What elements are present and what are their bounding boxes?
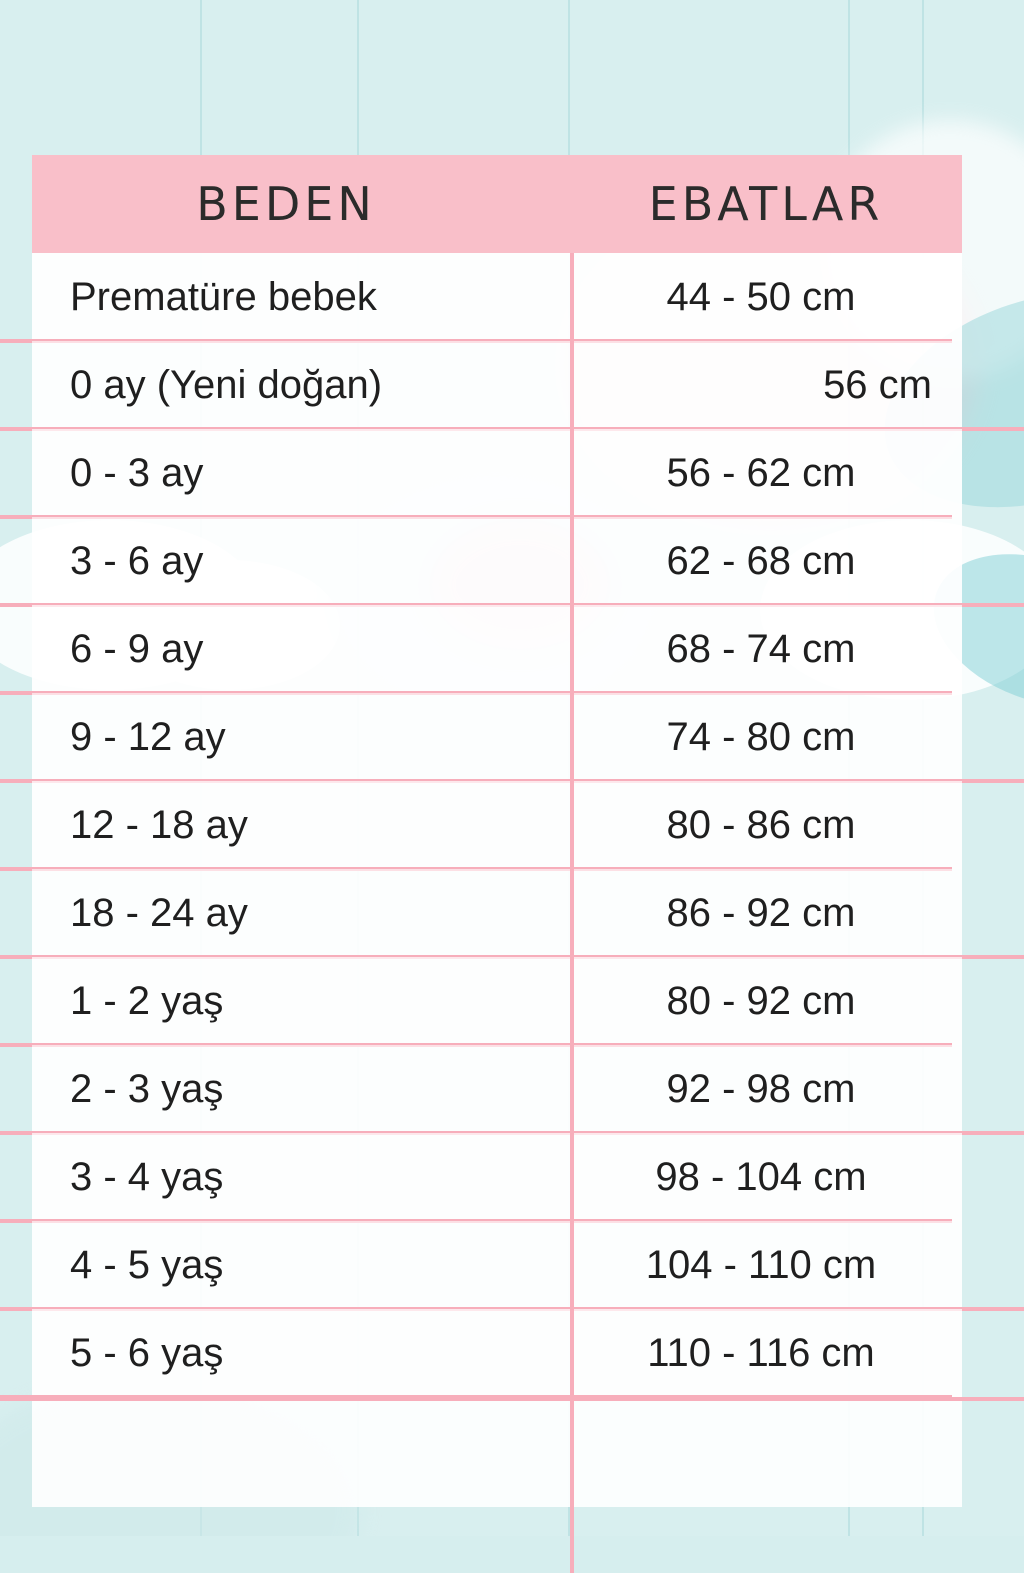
cell-dimensions: 56 - 62 cm [666, 450, 856, 495]
column-header-dimensions: EBATLAR [648, 177, 884, 231]
table-row [32, 341, 962, 429]
column-divider [570, 253, 574, 1573]
cell-size: 3 - 6 ay [70, 538, 204, 583]
cell-dimensions: 44 - 50 cm [666, 274, 856, 319]
cell-size: 0 ay (Yeni doğan) [70, 362, 383, 407]
cell-size: 9 - 12 ay [70, 714, 226, 759]
table-row [32, 1133, 962, 1221]
cell-size: 1 - 2 yaş [70, 978, 224, 1023]
cell-size: 12 - 18 ay [70, 802, 248, 847]
table-body [32, 253, 962, 1397]
cell-size: 0 - 3 ay [70, 450, 204, 495]
column-header-size: BEDEN [196, 177, 376, 231]
cell-size: 4 - 5 yaş [70, 1242, 224, 1287]
table-row [32, 1045, 962, 1133]
cell-size: Prematüre bebek [70, 274, 377, 319]
cell-dimensions: 104 - 110 cm [645, 1242, 877, 1287]
table-row [32, 781, 962, 869]
table-footer-spacer [32, 1397, 962, 1507]
cell-dimensions: 92 - 98 cm [666, 1066, 856, 1111]
cell-dimensions: 80 - 92 cm [666, 978, 856, 1023]
cell-size: 6 - 9 ay [70, 626, 204, 671]
table-row [32, 957, 962, 1045]
table-row [32, 253, 962, 341]
table-row [32, 605, 962, 693]
table-row [32, 693, 962, 781]
cell-dimensions: 98 - 104 cm [655, 1154, 867, 1199]
cell-size: 2 - 3 yaş [70, 1066, 224, 1111]
table-row [32, 1309, 962, 1397]
cell-dimensions: 74 - 80 cm [666, 714, 856, 759]
table-row [32, 1221, 962, 1309]
row-divider [0, 1397, 1024, 1401]
cell-dimensions: 56 cm [823, 362, 932, 407]
cell-dimensions: 110 - 116 cm [647, 1330, 875, 1375]
cell-size: 5 - 6 yaş [70, 1330, 224, 1375]
table-row [32, 869, 962, 957]
table-row [32, 517, 962, 605]
size-chart-table [32, 155, 962, 1507]
table-row [32, 429, 962, 517]
cell-size: 3 - 4 yaş [70, 1154, 224, 1199]
table-header-row [32, 155, 962, 253]
cell-dimensions: 68 - 74 cm [666, 626, 856, 671]
cell-dimensions: 62 - 68 cm [666, 538, 856, 583]
cell-size: 18 - 24 ay [70, 890, 248, 935]
cell-dimensions: 86 - 92 cm [666, 890, 856, 935]
cell-dimensions: 80 - 86 cm [666, 802, 856, 847]
